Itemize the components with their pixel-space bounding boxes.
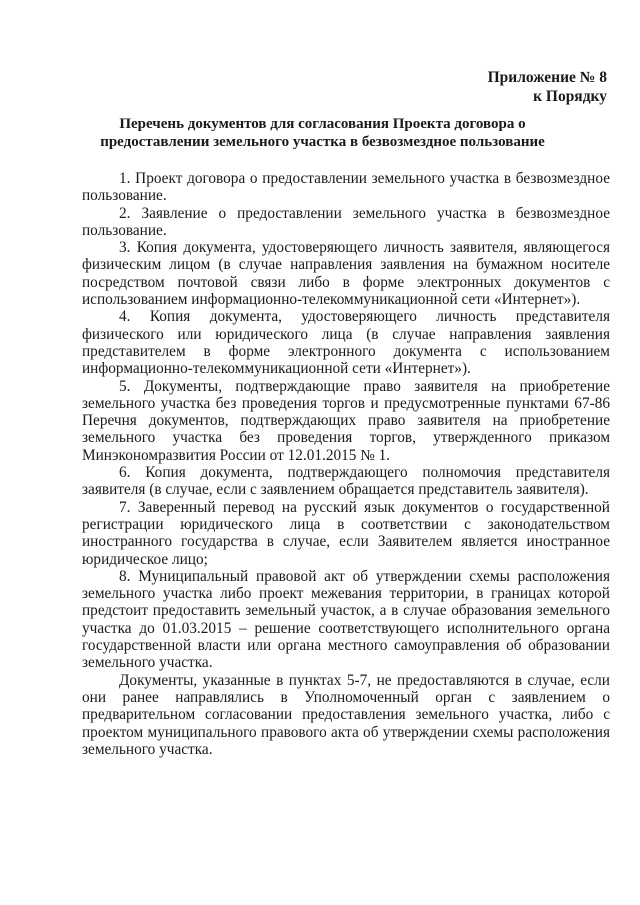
list-item-4: 4. Копия документа, удостоверяющего личность представителя физического или юридического лица (в случае направления заявления представителем в форме электронного документа с использованием информационно-телекоммуникационной сети «Интернет»). [82, 308, 610, 378]
document-body [82, 170, 610, 758]
document-title [80, 115, 565, 151]
appendix-reference: к Порядку [533, 88, 607, 105]
closing-paragraph: Документы, указанные в пунктах 5-7, не предоставляются в случае, если они ранее направлялись в Уполномоченный орган с заявлением о предварительном согласовании предоставления земельного участка, либо с проектом муниципального правового акта об утверждении схемы расположения земельного участка. [82, 671, 610, 758]
list-item-3: 3. Копия документа, удостоверяющего личность заявителя, являющегося физическим лицом (в случае направления заявления на бумажном носителе посредством почтовой связи либо в форме электронных документов с использованием информационно-телекоммуникационной сети «Интернет»). [82, 239, 610, 309]
list-item-5: 5. Документы, подтверждающие право заявителя на приобретение земельного участка без проведения торгов и предусмотренные пунктами 67-86 Перечня документов, подтверждающих право заявителя на приобретение земельного участка без проведения торгов, утвержденного приказом Минэкономразвития России от 12.01.2015 № 1. [82, 377, 610, 464]
list-item-8: 8. Муниципальный правовой акт об утверждении схемы расположения земельного участка либо проект межевания территории, в границах которой предстоит предоставить земельный участок, а в случае образования земельного участка до 01.03.2015 – решение соответствующего исполнительного органа государственной власти или органа местного самоуправления об образовании земельного участка. [82, 567, 610, 672]
appendix-number: Приложение № 8 [487, 69, 607, 86]
list-item-7: 7. Заверенный перевод на русский язык документов о государственной регистрации юридического лица в соответствии с законодательством иностранного государства в случае, если Заявителем является иностранное юридическое лицо; [82, 498, 610, 568]
document-title-line-2: предоставлении земельного участка в безвозмездное пользование [100, 134, 545, 150]
appendix-header [488, 68, 607, 106]
list-item-2: 2. Заявление о предоставлении земельного участка в безвозмездное пользование. [82, 204, 610, 239]
list-item-1: 1. Проект договора о предоставлении земельного участка в безвозмездное пользование. [82, 170, 610, 205]
list-item-6: 6. Копия документа, подтверждающего полномочия представителя заявителя (в случае, если с заявлением обращается представитель заявителя). [82, 464, 610, 499]
document-title-line-1: Перечень документов для согласования Проекта договора о [119, 116, 526, 132]
